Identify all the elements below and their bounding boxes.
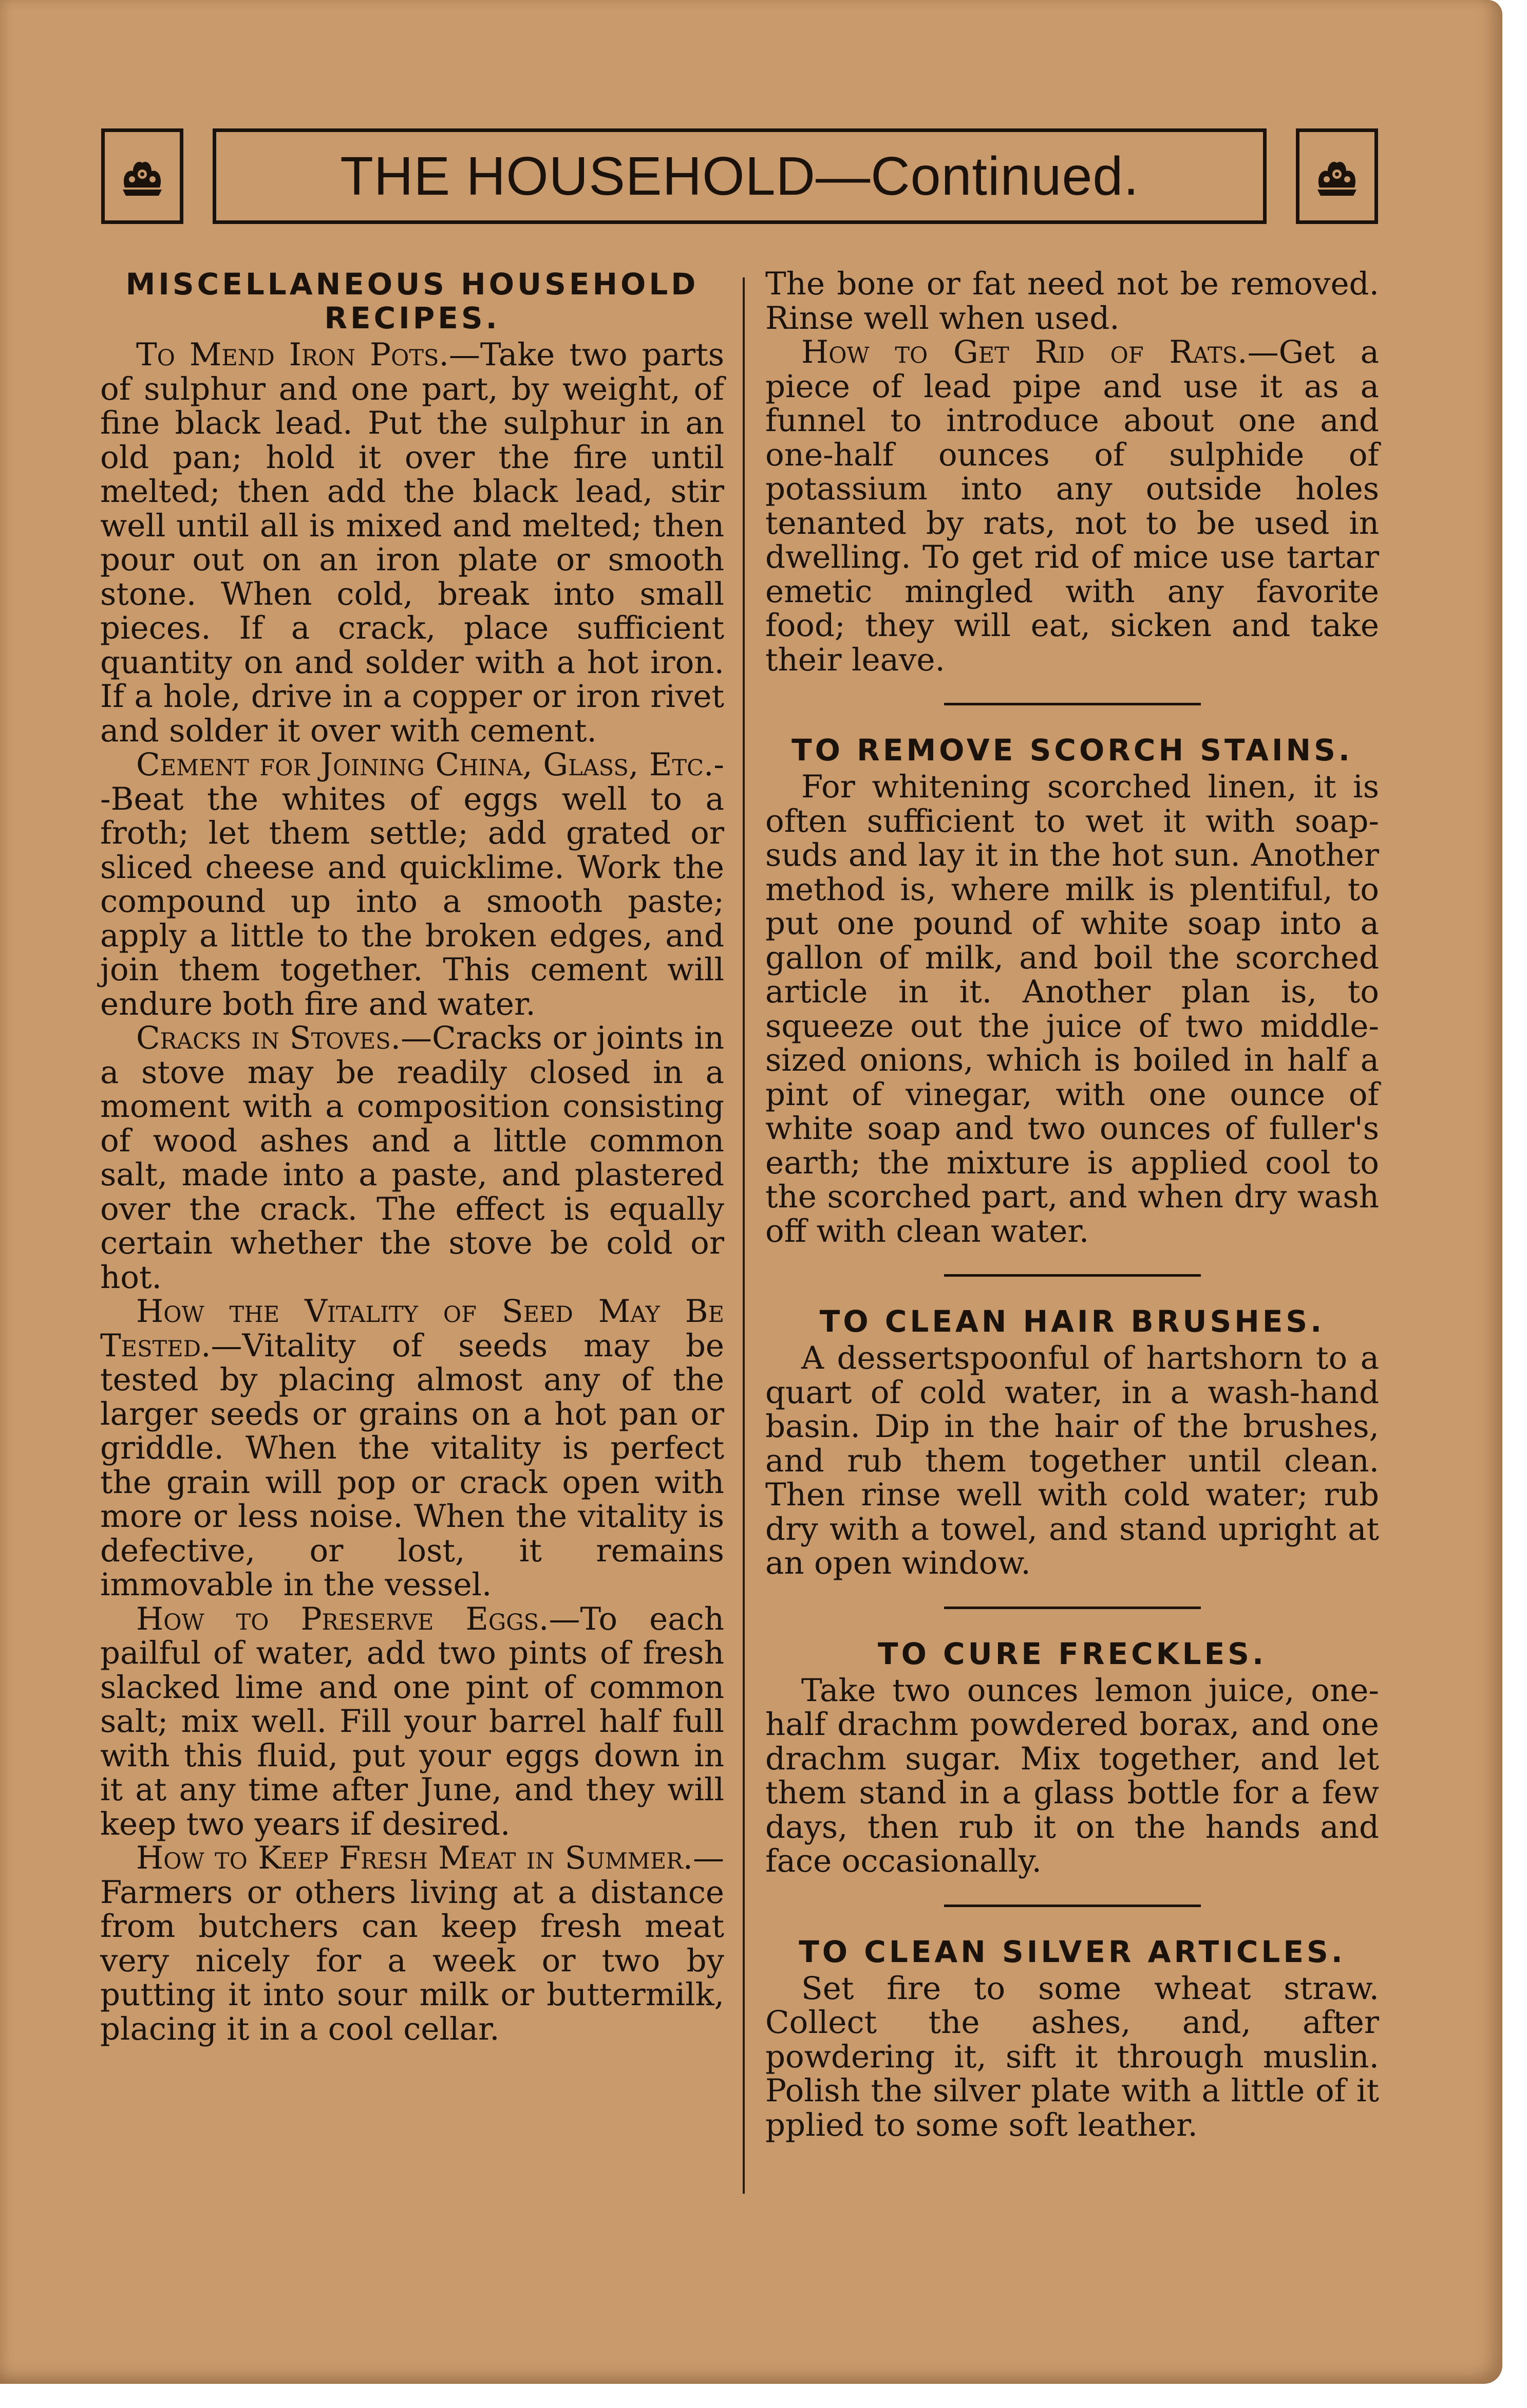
crown-emblem-icon [1312, 154, 1362, 203]
section-divider-rule [944, 703, 1201, 705]
entry-get-rid-of-rats [765, 335, 1379, 677]
entry-lead: How to Preserve Eggs. [136, 1600, 549, 1637]
section-text-silver-articles: Set fire to some wheat straw. Collect the ashes, and, after powdering it, sift it through muslin. Polish the silver plate with a little of it pplied to some soft leather. [765, 1970, 1379, 2143]
right-emblem-box [1296, 128, 1378, 224]
entry-lead: Cement for Joining China, Glass, Etc. [136, 746, 714, 783]
entry-text: —Get a piece of lead pipe and use it as a funnel to introduce about one and one-half ounces of sulphide of potassium into any outside holes tenanted by rats, not to be used in dwelling. To get rid of mice use tartar emetic mingled with any favorite food; they will eat, sicken and take their leave. [765, 334, 1379, 678]
entry-mend-iron-pots [100, 338, 724, 748]
entry-preserve-eggs [100, 1602, 724, 1842]
section-divider-rule [944, 1607, 1201, 1609]
entry-text: --Beat the whites of eggs well to a froth; let them settle; add grated or sliced cheese and quicklime. Work the compound up into a smooth paste; apply a little to the broken edges, and join them together. This cement will endure both fire and water. [100, 746, 724, 1022]
entry-text: —Take two parts of sulphur and one part, by weight, of fine black lead. Put the sulphur in an old pan; hold it over the fire until melted; then add the black lead, stir well until all is mixed and melted; then pour out on an iron plate or smooth stone. When cold, break into small pieces. If a crack, place sufficient quantity on and solder with a hot iron. If a hole, drive in a copper or iron rivet and solder it over with cement. [100, 337, 724, 749]
entry-cracks-in-stoves [100, 1021, 724, 1295]
entry-lead: To Mend Iron Pots. [136, 337, 449, 373]
section-text-freckles: Take two ounces lemon juice, one-half drachm powdered borax, and one drachm sugar. Mix together, and let them stand in a glass bottle for a few days, then rub it on the hands and face occasionally. [765, 1672, 1379, 1879]
continued-text: The bone or fat need not be removed. Rinse well when used. [765, 266, 1379, 337]
crown-emblem-icon [118, 154, 167, 203]
section-text-scorch-stains: For whitening scorched linen, it is often sufficient to wet it with soap-suds and lay it in the hot sun. Another method is, where milk is plentiful, to put one pound of white soap into a gallon of milk, and boil the scorched article in it. Another plan is, to squeeze out the juice of two middle-sized onions, which is boiled in half a pint of vinegar, with one ounce of white soap and two ounces of fuller's earth; the mixture is applied cool to the scorched part, and when dry wash off with clean water. [765, 769, 1379, 1249]
right-column [765, 267, 1379, 2142]
page-title: THE HOUSEHOLD—Continued. [213, 128, 1267, 224]
section-heading-misc-recipes: MISCELLANEOUS HOUSEHOLD RECIPES. [125, 267, 699, 335]
page-header [101, 128, 1378, 229]
entry-fresh-meat-summer [100, 1841, 724, 2046]
section-text-hair-brushes: A dessertspoonful of hartshorn to a quart of cold water, in a wash-hand basin. Dip in the hair of the brushes, and rub them together until clean. Then rinse well with cold water; rub dry with a towel, and stand upright at an open window. [765, 1340, 1379, 1581]
entry-text: —Farmers or others living at a distance from butchers can keep fresh meat very nicely for a week or two by putting it into sour milk or buttermilk, placing it in a cool cellar. [100, 1840, 724, 2047]
entry-lead: How to Get Rid of Rats. [801, 334, 1248, 370]
section-heading-scorch-stains: TO REMOVE SCORCH STAINS. [791, 733, 1353, 768]
entry-lead: Cracks in Stoves. [136, 1020, 401, 1056]
section-divider-rule [944, 1274, 1201, 1277]
section-heading-silver-articles: TO CLEAN SILVER ARTICLES. [799, 1934, 1346, 1969]
entry-lead: How to Keep Fresh Meat in Summer. [136, 1840, 693, 1876]
section-heading-hair-brushes: TO CLEAN HAIR BRUSHES. [819, 1304, 1325, 1339]
entry-text: —Vitality of seeds may be tested by placing almost any of the larger seeds or grains on a hot pan or griddle. When the vitality is perfect the grain will pop or crack open with more or less noise. When the vitality is defective, or lost, it remains immovable in the vessel. [100, 1327, 724, 1603]
section-heading-freckles: TO CURE FRECKLES. [878, 1636, 1267, 1671]
left-emblem-box [101, 128, 183, 224]
section-divider-rule [944, 1905, 1201, 1907]
column-divider [743, 277, 745, 2194]
entry-seed-vitality [100, 1295, 724, 1602]
entry-lead: How the Vitality of Seed May Be Tested. [100, 1293, 724, 1364]
entry-text: —To each pailful of water, add two pints of fresh slacked lime and one pint of common salt; mix well. Fill your barrel half full with this fluid, put your eggs down in it at any time after June, and they will keep two years if desired. [100, 1600, 724, 1842]
entry-cement-china-glass [100, 748, 724, 1021]
left-column [100, 267, 724, 2046]
entry-text: —Cracks or joints in a stove may be readily closed in a moment with a composition consisting of wood ashes and a little common salt, made into a paste, and plastered over the crack. The effect is equally certain whether the stove be cold or hot. [100, 1020, 724, 1296]
